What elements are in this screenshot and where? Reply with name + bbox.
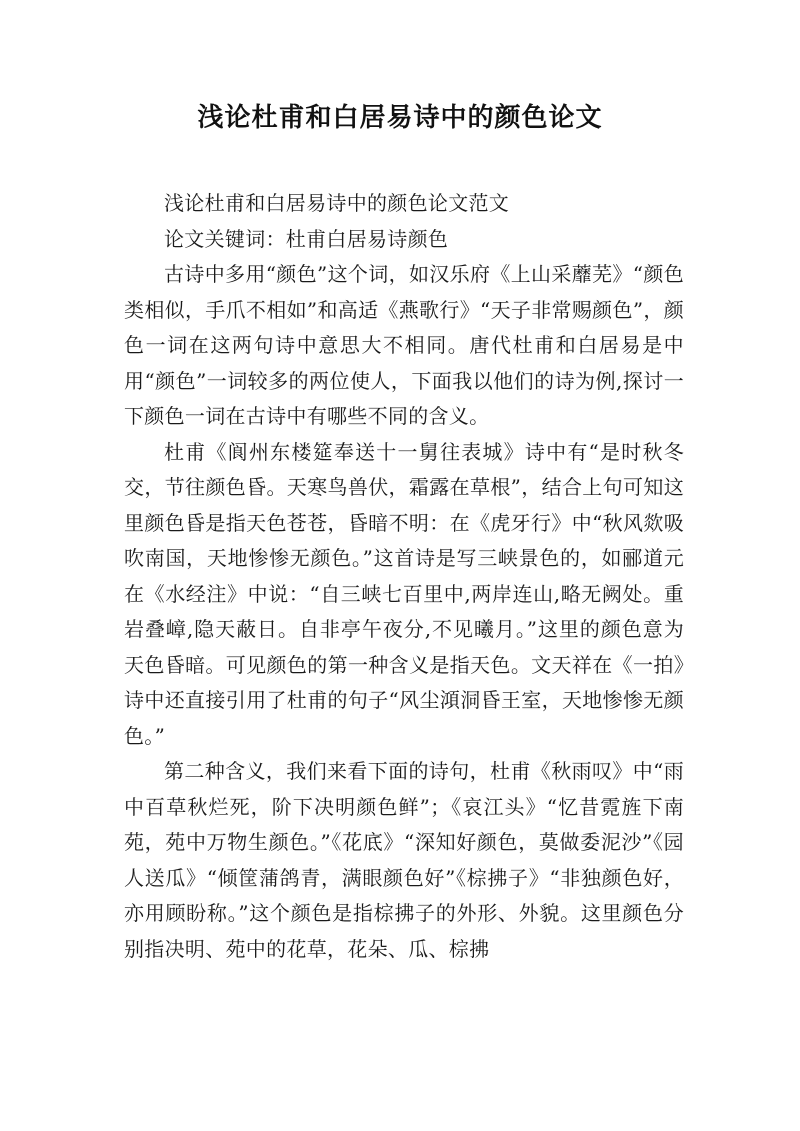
paragraph-keywords: 论文关键词：杜甫白居易诗颜色 <box>164 226 449 251</box>
paragraph-first-meaning: 杜甫《阆州东楼筵奉送十一舅往表城》诗中有“是时秋冬交，节往颜色昏。天寒鸟兽伏，霜露在草根”，结合上句可知这里颜色昏是指天色苍苍，昏暗不明：在《虎牙行》中“秋风欻吸吹南国，天地惨惨无颜色。”这首诗是写三峡景色的，如郦道元在《水经注》中说：“自三峡七百里中,两岸连山,略无阙处。重岩叠嶂,隐天蔽日。自非亭午夜分,不见曦月。”这里的颜色意为天色昏暗。可见颜色的第一种含义是指天色。文天祥在《一拍》诗中还直接引用了杜甫的句子“风尘澒洞昏王室，天地惨惨无颜色。” <box>124 439 684 748</box>
paragraph-subtitle: 浅论杜甫和白居易诗中的颜色论文范文 <box>164 191 510 215</box>
paragraph-intro: 古诗中多用“颜色”这个词，如汉乐府《上山采蘼芜》“颜色类相似，手爪不相如”和高适《燕歌行》“天子非常赐颜色”，颜色一词在这两句诗中意思大不相同。唐代杜甫和白居易是中用“颜色”一词较多的两位使人，下面我以他们的诗为例,探讨一下颜色一词在古诗中有哪些不同的含义。 <box>124 262 684 428</box>
document-body <box>124 186 684 967</box>
document-title: 浅论杜甫和白居易诗中的颜色论文 <box>197 103 603 133</box>
paragraph-second-meaning: 第二种含义，我们来看下面的诗句，杜甫《秋雨叹》中“雨中百草秋烂死，阶下决明颜色鲜”；《哀江头》“忆昔霓旌下南苑，苑中万物生颜色。”《花底》“深知好颜色，莫做委泥沙”《园人送瓜》“倾筐蒲鸽青，满眼颜色好”《棕拂子》“非独颜色好，亦用顾盼称。”这个颜色是指棕拂子的外形、外貌。这里颜色分别指决明、苑中的花草，花朵、瓜、棕拂 <box>124 759 684 961</box>
